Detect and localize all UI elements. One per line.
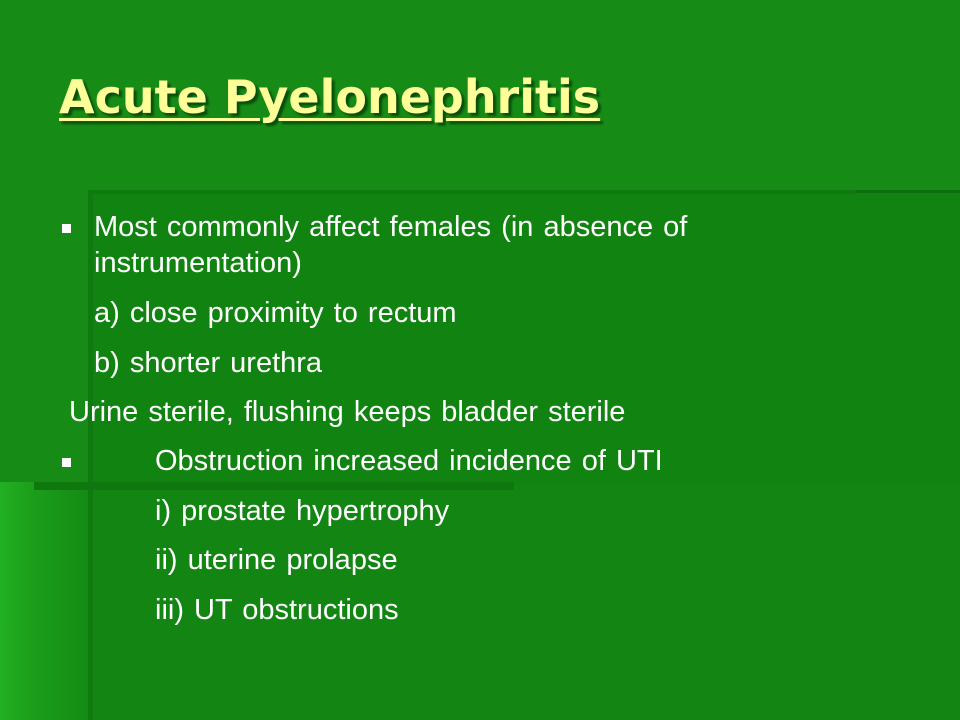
sub-item-line: a) close proximity to rectum [94,297,457,329]
text-line: Urine sterile, flushing keeps bladder sterile [69,396,626,428]
background-gradient-panel [0,482,92,720]
square-bullet-icon [62,458,71,467]
background-divider-vertical [88,190,93,720]
bullet-text-line: Most commonly affect females (in absence of [94,211,688,243]
background-divider-horizontal [88,190,856,194]
bullet-text-line-continued: instrumentation) [94,247,302,279]
sub-item-line: b) shorter urethra [94,347,323,379]
sub-item-line: iii) UT obstructions [155,594,399,626]
bullet-text-line: Obstruction increased incidence of UTI [155,445,663,477]
sub-item-line: ii) uterine prolapse [155,544,398,576]
sub-item-line: i) prostate hypertrophy [155,495,450,527]
square-bullet-icon [62,224,71,233]
background-divider-lower [34,482,514,490]
slide-title: Acute Pyelonephritis [59,70,601,124]
